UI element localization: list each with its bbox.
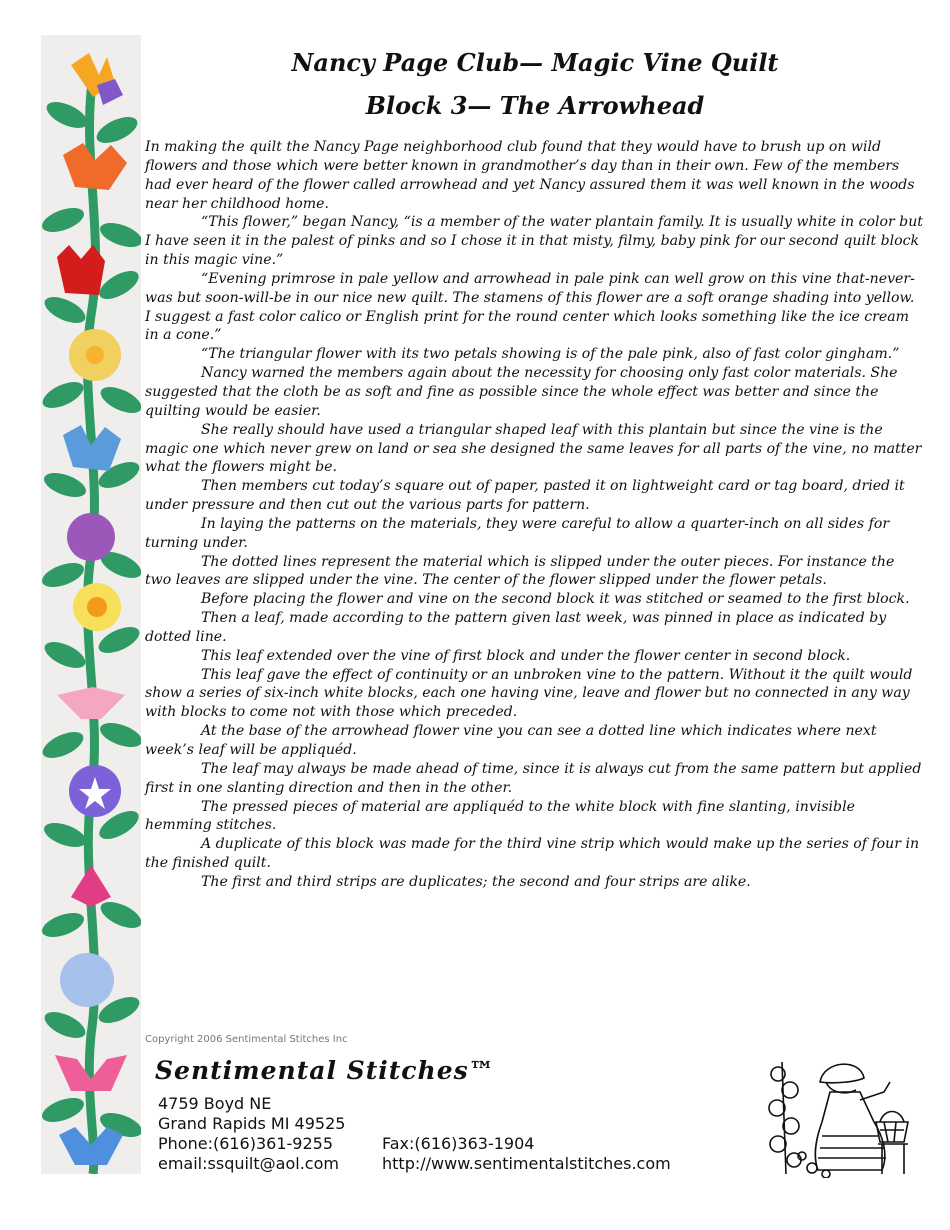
paragraph: This leaf extended over the vine of first block and under the flower center in second block. <box>201 647 851 664</box>
paragraph: The first and third strips are duplicates; the second and four strips are alike. <box>201 873 751 890</box>
sunbonnet-girl-illustration <box>764 1052 916 1178</box>
paragraph: In making the quilt the Nancy Page neighborhood club found that they would have to brush up on wild flowers and those which were better known in grandmother’s day than in their own. Few of the members had ever heard of the flower called arrowhead and yet Nancy assured them it was well known in the woods near her childhood home. <box>145 139 915 212</box>
paragraph: At the base of the arrowhead flower vine you can see a dotted line which indicates where next week’s leaf will be appliquéd. <box>145 723 877 758</box>
paragraph: The leaf may always be made ahead of time, since it is always cut from the same pattern but applied first in one slanting direction and then in the other. <box>145 760 922 796</box>
paragraph: “The triangular flower with its two petals showing is of the pale pink, also of fast color gingham.” <box>201 346 900 363</box>
website-link[interactable]: http://www.sentimentalstitches.com <box>382 1154 671 1173</box>
page-subtitle: Block 3— The Arrowhead <box>365 91 705 120</box>
page-title: Nancy Page Club— Magic Vine Quilt <box>291 48 779 77</box>
paragraph: In laying the patterns on the materials, they were careful to allow a quarter-inch on all sides for turning under. <box>145 515 890 551</box>
paragraph: “This flower,” began Nancy, “is a member of the water plantain family. It is usually white in color but I have seen it in the palest of pinks and so I chose it in that misty, filmy, baby pink for our second quilt block in this magic vine.” <box>145 214 923 269</box>
paragraph: Before placing the flower and vine on the second block it was stitched or seamed to the first block. <box>201 591 910 608</box>
paragraph: The pressed pieces of material are appliquéd to the white block with fine slanting, invisible hemming stitches. <box>145 798 855 834</box>
phone-number: Phone:(616)361-9255 <box>158 1134 334 1153</box>
quilt-vine-strip-image <box>41 35 141 1174</box>
paragraph: Nancy warned the members again about the necessity for choosing only fast color materials. She suggested that the cloth be as soft and fine as possible since the whole effect was better and since the quilting would be easier. <box>145 365 898 419</box>
street-address: 4759 Boyd NE <box>158 1094 272 1113</box>
paragraph: Then members cut today’s square out of paper, pasted it on lightweight card or tag board, dried it under pressure and then cut out the various parts for pattern. <box>145 478 905 514</box>
city-address: Grand Rapids MI 49525 <box>158 1114 346 1133</box>
brand-name: Sentimental Stitches™ <box>155 1056 495 1085</box>
contact-block-right <box>382 1134 671 1174</box>
paragraph: The dotted lines represent the material which is slipped under the outer pieces. For instance the two leaves are slipped under the vine. The center of the flower slipped under the flower petals. <box>145 553 895 589</box>
email-link[interactable]: email:ssquilt@aol.com <box>158 1154 339 1173</box>
fax-number: Fax:(616)363-1904 <box>382 1134 535 1153</box>
paragraph: She really should have used a triangular shaped leaf with this plantain but since the vine is the magic one which never grew on land or sea she designed the same leaves for all parts of the vine, no matter what the flowers might be. <box>145 421 922 476</box>
copyright-note: Copyright 2006 Sentimental Stitches Inc <box>145 1034 348 1045</box>
paragraph: This leaf gave the effect of continuity or an unbroken vine to the pattern. Without it the quilt would show a series of six-inch white blocks, each one having vine, leave and flower but no connected in any way with blocks to come not with those which preceded. <box>145 666 913 721</box>
paragraph: A duplicate of this block was made for the third vine strip which would make up the series of four in the finished quilt. <box>145 836 920 872</box>
contact-block-left <box>158 1094 345 1174</box>
paragraph: Then a leaf, made according to the pattern given last week, was pinned in place as indicated by dotted line. <box>145 610 887 645</box>
paragraph: “Evening primrose in pale yellow and arrowhead in pale pink can well grow on this vine that-never-was but soon-will-be in our nice new quilt. The stamens of this flower are a soft orange shading into yellow. I suggest a fast color calico or English print for the round center which looks something like the ice cream in a cone.” <box>145 270 915 344</box>
article-body <box>145 138 923 892</box>
